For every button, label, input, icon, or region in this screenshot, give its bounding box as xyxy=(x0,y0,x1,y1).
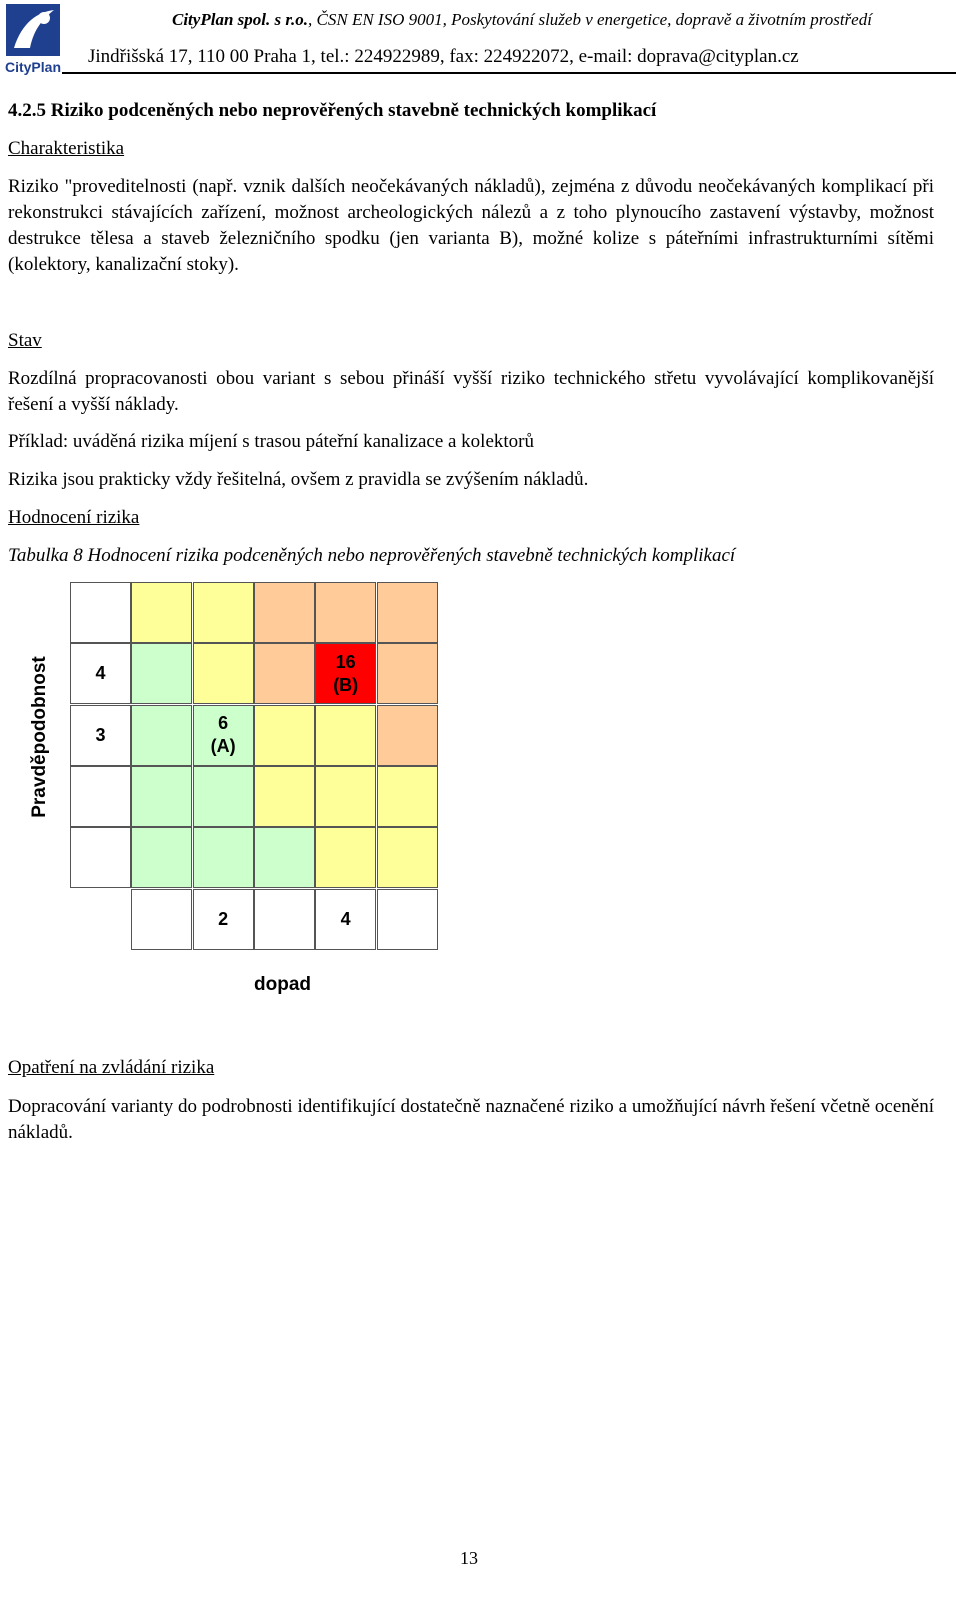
status-example: Příklad: uváděná rizika míjení s trasou páteřní kanalizace a kolektorů xyxy=(8,431,534,452)
cityplan-logo xyxy=(4,2,62,76)
column-label-cell xyxy=(254,889,315,950)
company-name: CityPlan spol. s r.o. xyxy=(172,10,309,29)
column-label-cell xyxy=(131,889,192,950)
header-divider xyxy=(62,72,956,74)
logo-text: CityPlan xyxy=(4,59,62,75)
row-label-cell xyxy=(70,582,131,643)
matrix-cell-yellow xyxy=(315,827,376,888)
section-title: 4.2.5 Riziko podceněných nebo neprověřených stavebně technických komplikací xyxy=(8,100,657,121)
page-header xyxy=(0,0,960,78)
matrix-cell-green: 6 (A) xyxy=(193,705,254,766)
matrix-cell-green xyxy=(131,705,192,766)
matrix-cell-orange xyxy=(377,705,438,766)
matrix-cell-yellow xyxy=(315,766,376,827)
matrix-cell-yellow xyxy=(315,705,376,766)
matrix-cell-orange xyxy=(377,643,438,704)
matrix-cell-green xyxy=(131,827,192,888)
header-contact: Jindřišská 17, 110 00 Praha 1, tel.: 224922989, fax: 224922072, e-mail: doprava@cityplan.cz xyxy=(88,46,799,67)
header-line-1 xyxy=(172,10,872,30)
row-label-cell: 3 xyxy=(70,705,131,766)
column-label-cell xyxy=(377,889,438,950)
matrix-cell-green xyxy=(131,766,192,827)
matrix-cell-yellow xyxy=(131,582,192,643)
characteristics-heading: Charakteristika xyxy=(8,138,125,159)
y-axis-label: Pravděpodobnost xyxy=(29,656,50,818)
x-axis-label: dopad xyxy=(254,974,311,995)
matrix-cell-yellow xyxy=(254,766,315,827)
matrix-cell-yellow xyxy=(193,582,254,643)
matrix-cell-orange xyxy=(254,643,315,704)
matrix-cell-green xyxy=(131,643,192,704)
column-label-cell: 2 xyxy=(193,889,254,950)
status-note: Rizika jsou prakticky vždy řešitelná, ovšem z pravidla se zvýšením nákladů. xyxy=(8,469,589,490)
matrix-cell-yellow xyxy=(377,766,438,827)
matrix-cell-green xyxy=(193,766,254,827)
matrix-cell-green xyxy=(254,827,315,888)
matrix-cell-yellow xyxy=(377,827,438,888)
matrix-cell-orange xyxy=(254,582,315,643)
row-label-cell: 4 xyxy=(70,643,131,704)
matrix-cell-yellow xyxy=(254,705,315,766)
status-heading: Stav xyxy=(8,330,42,351)
matrix-cell-yellow xyxy=(193,643,254,704)
measures-text: Dopracování varianty do podrobnosti identifikující dostatečně naznačené riziko a umožňující návrh řešení včetně ocenění nákladů. xyxy=(8,1096,934,1143)
matrix-cell-orange xyxy=(377,582,438,643)
characteristics-text: Riziko "proveditelnosti (např. vznik dalších neočekávaných nákladů), zejména z důvodu neočekávaných komplikací při rekonstrukci stávajících zařízení, možnost archeologických nálezů a z toho plynoucího zastavení výstavby, možnost destrukce tělesa a staveb železničního spodku (jen varianta B), možné kolize s páteřními infrastrukturními sítěmi (kolektory, kanalizační stoky). xyxy=(8,176,934,275)
row-label-cell xyxy=(70,766,131,827)
matrix-cell-red: 16 (B) xyxy=(315,643,376,704)
assessment-heading: Hodnocení rizika xyxy=(8,507,140,528)
page-number: 13 xyxy=(460,1548,478,1568)
matrix-cell-green xyxy=(193,827,254,888)
measures-heading: Opatření na zvládání rizika xyxy=(8,1057,215,1078)
matrix-cell-orange xyxy=(315,582,376,643)
column-label-cell: 4 xyxy=(315,889,376,950)
status-text: Rozdílná propracovanosti obou variant s sebou přináší vyšší riziko technického střetu vyvolávající komplikovanější řešení a vyšší náklady. xyxy=(8,368,934,415)
header-certifications: , ČSN EN ISO 9001, Poskytování služeb v energetice, dopravě a životním prostředí xyxy=(308,10,872,29)
row-label-cell xyxy=(70,827,131,888)
table-caption: Tabulka 8 Hodnocení rizika podceněných nebo neprověřených stavebně technických komplikací xyxy=(8,545,736,566)
